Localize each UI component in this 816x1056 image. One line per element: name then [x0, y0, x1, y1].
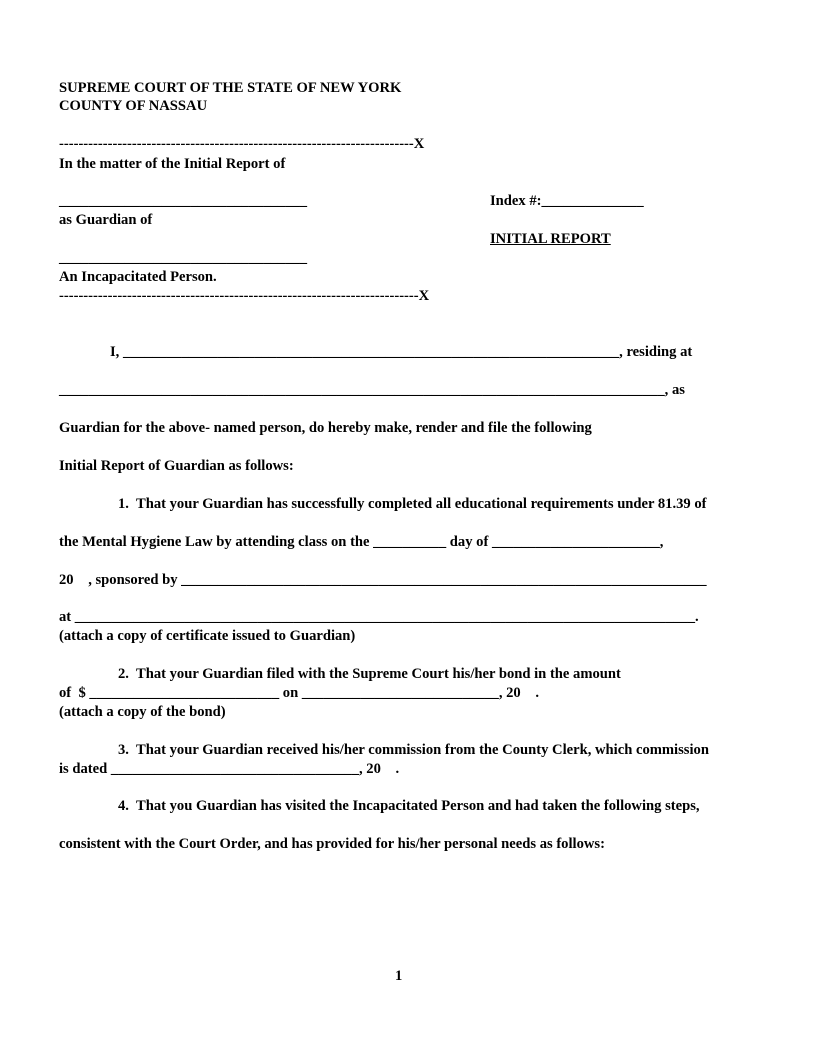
matter-line: In the matter of the Initial Report of: [59, 156, 286, 172]
paragraph-4-line-1: 4. That you Guardian has visited the Incapacitated Person and had taken the following steps,: [118, 798, 700, 814]
guardian-name-line[interactable]: I, ____________________________________________________________________, residing at: [110, 344, 693, 360]
incapacitated-name-blank[interactable]: __________________________________: [59, 250, 308, 266]
court-name: SUPREME COURT OF THE STATE OF NEW YORK: [59, 80, 402, 96]
county-name: COUNTY OF NASSAU: [59, 98, 208, 114]
paragraph-1-line-4[interactable]: at _____________________________________________________________________________________.: [59, 609, 699, 625]
paragraph-3-line-1: 3. That your Guardian received his/her commission from the County Clerk, which commission: [118, 742, 709, 758]
paragraph-2-line-1: 2. That your Guardian filed with the Supreme Court his/her bond in the amount: [118, 666, 621, 682]
guardian-name-blank[interactable]: __________________________________: [59, 193, 308, 209]
paragraph-1-line-3[interactable]: 20 , sponsored by ________________________________________________________________________: [59, 572, 707, 588]
document-title: INITIAL REPORT: [490, 231, 611, 247]
incapacitated-label: An Incapacitated Person.: [59, 269, 217, 285]
as-guardian-label: as Guardian of: [59, 212, 153, 228]
caption-divider-bottom: --------------------------------------------------------------------------X: [59, 288, 430, 304]
intro-line-2: Initial Report of Guardian as follows:: [59, 458, 294, 474]
page-number: 1: [395, 968, 403, 984]
paragraph-4-line-2: consistent with the Court Order, and has provided for his/her personal needs as follows:: [59, 836, 605, 852]
index-number-field[interactable]: Index #:______________: [490, 193, 644, 209]
caption-divider-top: -------------------------------------------------------------------------X: [59, 136, 425, 152]
paragraph-3-line-2[interactable]: is dated __________________________________, 20 .: [59, 761, 400, 777]
paragraph-1-line-1: 1. That your Guardian has successfully completed all educational requirements under 81.39 of: [118, 496, 707, 512]
intro-line: Guardian for the above- named person, do hereby make, render and file the following: [59, 420, 592, 436]
paragraph-1-line-2[interactable]: the Mental Hygiene Law by attending class on the __________ day of _______________________,: [59, 534, 664, 550]
paragraph-1-note: (attach a copy of certificate issued to Guardian): [59, 628, 356, 644]
residence-line[interactable]: ___________________________________________________________________________________, as: [59, 382, 685, 398]
paragraph-2-line-2[interactable]: of $ __________________________ on ___________________________, 20 .: [59, 685, 539, 701]
paragraph-2-note: (attach a copy of the bond): [59, 704, 226, 720]
